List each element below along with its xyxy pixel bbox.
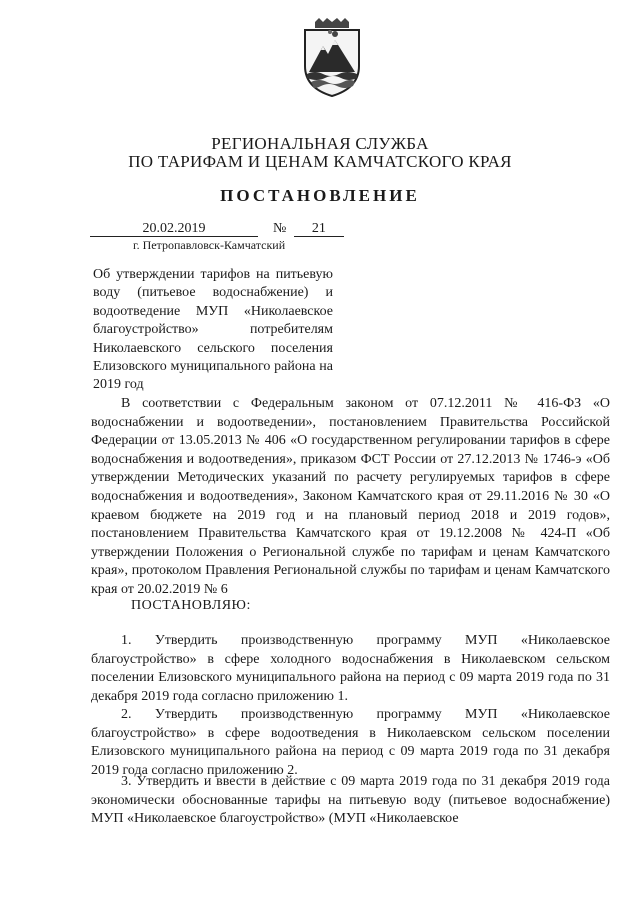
org-name-line1: РЕГИОНАЛЬНАЯ СЛУЖБА [211, 134, 429, 153]
org-name-line2: ПО ТАРИФАМ И ЦЕНАМ КАМЧАТСКОГО КРАЯ [128, 152, 512, 171]
number-sign: № [273, 221, 287, 236]
document-type-title: ПОСТАНОВЛЕНИЕ [220, 186, 420, 205]
decree-word: ПОСТАНОВЛЯЮ: [131, 598, 251, 613]
coat-of-arms-icon [297, 18, 367, 100]
preamble-paragraph: В соответствии с Федеральным законом от 07.12.2011 № 416-ФЗ «О водоснабжении и водоотведении», постановлением Правительства Российской Федерации от 13.05.2013 № 406 «О государственном регулировании тарифов в сфере водоснабжения и водоотведения», приказом ФСТ России от 27.12.2013 № 1746-э «Об утверждении Методических указаний по расчету регулируемых тарифов в сфере водоснабжения и водоотведения», Законом Камчатского края от 29.11.2016 № 30 «О краевом бюджете на 2019 год и на плановый период 2018 и 2019 годов», постановлением Правительства Камчатского края от 19.12.2008 № 424-П «Об утверждении Положения о Региональной службе по тарифам и ценам Камчатского края», протоколом Правления Региональной службы по тарифам и ценам Камчатского края от 20.02.2019 № 6 [91, 396, 610, 597]
item-3: 3. Утвердить и ввести в действие с 09 марта 2019 года по 31 декабря 2019 года экономически обоснованные тарифы на питьевую воду (питьевое водоснабжение) МУП «Николаевское благоустройство» (МУП «Николаевское [91, 774, 610, 827]
document-subject: Об утверждении тарифов на питьевую воду (питьевое водоснабжение) и водоотведение МУП «Николаевское благоустройство» потребителям Николаевского сельского поселения Елизовского муниципального района на 2019 год [93, 267, 333, 393]
document-number: 21 [294, 221, 344, 237]
date-number-line [90, 221, 344, 237]
document-place: г. Петропавловск-Камчатский [133, 238, 286, 252]
document-date: 20.02.2019 [90, 221, 258, 237]
item-1: 1. Утвердить производственную программу МУП «Николаевское благоустройство» в сфере холодного водоснабжения в Николаевском сельском поселении Елизовского муниципального района на период с 09 марта 2019 года по 31 декабря 2019 года согласно приложению 1. [91, 633, 610, 704]
item-2: 2. Утвердить производственную программу МУП «Николаевское благоустройство» в сфере водоотведения в Николаевском сельском поселении Елизовского муниципального района на период с 09 марта 2019 года по 31 декабря 2019 года согласно приложению 2. [91, 707, 610, 778]
